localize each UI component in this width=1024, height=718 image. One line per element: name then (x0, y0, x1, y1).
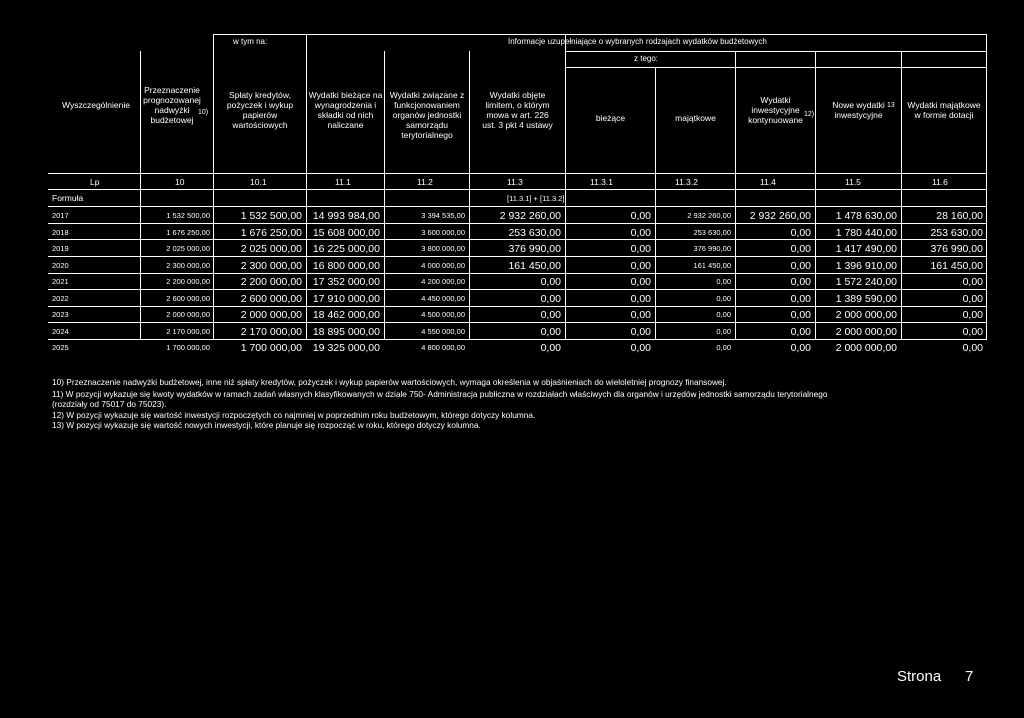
table-cell: 0,00 (630, 243, 651, 255)
lp-label: Lp (90, 177, 100, 187)
lp-cell-11-3-1: 11.3.1 (590, 177, 614, 187)
col-header-11-6: Wydatki majątkowe w formie dotacji (907, 100, 981, 120)
table-cell: 2 000 000,00 (240, 309, 302, 321)
table-cell: 15 608 000,00 (312, 226, 380, 239)
col-header-10: Przeznaczenie prognozowanej nadwyżki budżetowej (143, 85, 201, 125)
table-cell: 4 550 000,00 (421, 326, 465, 336)
table-cell: 1 396 910,00 (835, 259, 897, 272)
table-cell: 19 325 000,00 (312, 342, 380, 354)
lp-cell-11-5: 11.5 (845, 177, 861, 187)
table-cell: 4 200 000,00 (421, 277, 465, 286)
col-header-11-3-2: majątkowe (675, 112, 716, 123)
group-header-right: Informacje uzupełniające o wybranych rodzajach wydatków budżetowych (508, 37, 767, 46)
table-cell: 0,00 (630, 325, 651, 338)
table-cell: 4 000 000,00 (421, 260, 465, 270)
table-cell: 0,00 (790, 276, 811, 288)
col-header-10-footnote: 10) (198, 109, 209, 116)
table-cell: 2 600 000,00 (166, 293, 210, 303)
table-cell: 1 532 500,00 (166, 211, 210, 220)
table-cell: 0,00 (630, 259, 651, 272)
table-cell: 18 895 000,00 (312, 325, 380, 338)
table-cell: 2 170 000,00 (166, 326, 210, 336)
page-number: 7 (965, 668, 974, 685)
table-cell: 0,00 (716, 293, 731, 303)
table-cell: 2 300 000,00 (240, 259, 302, 272)
table-cell: 0,00 (790, 259, 811, 272)
table-cell: 2 932 260,00 (687, 211, 731, 220)
table-cell: 0,00 (630, 309, 651, 321)
row-year: 2022 (52, 293, 69, 303)
col-header-10-1: Spłaty kredytów, pożyczek i wykup papierów wartościowych (226, 90, 294, 130)
lp-cell-10: 10 (175, 177, 185, 187)
table-cell: 253 630,00 (930, 226, 983, 239)
col-header-11-3: Wydatki objęte limitem, o którym mowa w art. 226 ust. 3 pkt 4 ustawy (482, 90, 553, 130)
table-cell: 4 500 000,00 (421, 310, 465, 319)
table-cell: 2 932 260,00 (749, 210, 811, 222)
table-cell: 0,00 (540, 309, 561, 321)
row-year: 2017 (52, 211, 69, 220)
col-header-11-2: Wydatki związane z funkcjonowaniem organów jednostki samorządu terytorialnego (389, 90, 465, 140)
table-cell: 0,00 (630, 292, 651, 305)
table-cell: 2 170 000,00 (240, 325, 302, 338)
col-header-11-5: Nowe wydatki inwestycyjne (832, 100, 885, 120)
col-header-11-3-1: bieżące (595, 112, 626, 123)
col-header-11-1: Wydatki bieżące na wynagrodzenia i składki od nich naliczane (308, 90, 383, 130)
table-cell: 253 630,00 (508, 226, 561, 239)
table-cell: 0,00 (962, 342, 983, 354)
table-cell: 0,00 (790, 325, 811, 338)
table-cell: 0,00 (630, 210, 651, 222)
lp-cell-11-3: 11.3 (507, 177, 523, 187)
table-cell: 1 572 240,00 (835, 276, 897, 288)
table-cell: 1 676 250,00 (240, 226, 302, 239)
table-cell: 2 000 000,00 (835, 342, 897, 354)
table-cell: 161 450,00 (508, 259, 561, 272)
col-header-11-4: Wydatki inwestycyjne kontynuowane (748, 95, 803, 125)
col-header-wyszczegolnienie: Wyszczególnienie (62, 100, 130, 110)
table-cell: 0,00 (790, 342, 811, 354)
footnote-13: 13) W pozycji wykazuje się wartość nowych inwestycji, które planuje się rozpocząć w roku, którego dotyczy kolumna. (52, 420, 481, 430)
table-cell: 1 780 440,00 (835, 226, 897, 239)
row-year: 2021 (52, 277, 69, 286)
table-cell: 3 800 000,00 (421, 244, 465, 253)
lp-cell-11-3-2: 11.3.2 (675, 177, 699, 187)
table-cell: 16 800 000,00 (312, 259, 380, 272)
table-cell: 1 532 500,00 (240, 210, 302, 222)
formula-text: [11.3.1] + [11.3.2] (507, 194, 565, 203)
table-cell: 2 025 000,00 (240, 243, 302, 255)
table-cell: 1 389 590,00 (835, 292, 897, 305)
lp-cell-11-1: 11.1 (335, 177, 351, 187)
table-cell: 0,00 (962, 292, 983, 305)
table-cell: 2 300 000,00 (166, 260, 210, 270)
row-year: 2023 (52, 310, 69, 319)
table-cell: 28 160,00 (936, 210, 983, 222)
footnote-11: 11) W pozycji wykazuje się kwoty wydatków w ramach zadań własnych klasyfikowanych w dziale 750- Administracja publiczna w rozdziałach właściwych dla organów i urzędów jednostki samorządu terytorialnego (52, 389, 828, 399)
table-cell: 2 200 000,00 (240, 276, 302, 288)
table-cell: 0,00 (790, 243, 811, 255)
table-cell: 0,00 (540, 325, 561, 338)
lp-cell-10-1: 10.1 (250, 177, 267, 187)
table-cell: 16 225 000,00 (312, 243, 380, 255)
table-cell: 0,00 (716, 310, 731, 319)
table-cell: 2 600 000,00 (240, 292, 302, 305)
table-cell: 4 450 000,00 (421, 293, 465, 303)
table-cell: 18 462 000,00 (312, 309, 380, 321)
table-cell: 161 450,00 (930, 259, 983, 272)
row-year: 2024 (52, 326, 69, 336)
footnote-12: 12) W pozycji wykazuje się wartość inwestycji rozpoczętych co najmniej w poprzednim roku budżetowym, którego dotyczy kolumna. (52, 410, 536, 420)
table-cell: 1 676 250,00 (166, 227, 210, 237)
row-year: 2019 (52, 244, 69, 253)
table-cell: 3 600 000,00 (421, 227, 465, 237)
table-cell: 376 990,00 (508, 243, 561, 255)
row-year: 2020 (52, 260, 69, 270)
table-cell: 253 630,00 (693, 227, 731, 237)
lp-cell-11-4: 11.4 (760, 177, 776, 187)
table-cell: 161 450,00 (693, 260, 731, 270)
table-cell: 0,00 (716, 326, 731, 336)
col-header-11-4-footnote: 12) (804, 111, 815, 118)
table-cell: 0,00 (790, 226, 811, 239)
table-cell: 0,00 (540, 292, 561, 305)
table-cell: 17 352 000,00 (312, 276, 380, 288)
table-cell: 0,00 (630, 276, 651, 288)
table-cell: 2 932 260,00 (499, 210, 561, 222)
table-cell: 0,00 (630, 226, 651, 239)
table-cell: 0,00 (790, 292, 811, 305)
table-cell: 1 478 630,00 (835, 210, 897, 222)
page-footer-label: Strona (897, 668, 942, 685)
col-header-11-5-footnote: 13 (887, 102, 895, 109)
footnote-11-cont: (rozdziały od 75017 do 75023). (52, 399, 167, 409)
lp-cell-11-2: 11.2 (417, 177, 433, 187)
row-year: 2025 (52, 343, 69, 352)
table-cell: 0,00 (962, 309, 983, 321)
lp-cell-11-6: 11.6 (932, 177, 948, 187)
table-cell: 1 700 000,00 (240, 342, 302, 354)
table-cell: 0,00 (790, 309, 811, 321)
table-cell: 3 394 535,00 (421, 211, 465, 220)
group-header-left: w tym na: (233, 37, 268, 46)
table-cell: 1 700 000,00 (166, 343, 210, 352)
table-cell: 2 025 000,00 (166, 244, 210, 253)
table-cell: 0,00 (716, 343, 731, 352)
table-cell: 2 200 000,00 (166, 277, 210, 286)
subgroup-header: z tego: (634, 54, 659, 63)
row-year: 2018 (52, 227, 69, 237)
table-cell: 1 417 490,00 (835, 243, 897, 255)
footnote-10: 10) Przeznaczenie nadwyżki budżetowej, inne niż spłaty kredytów, pożyczek i wykup papierów wartościowych, wymaga określenia w objaśnieniach do wieloletniej prognozy finansowej. (52, 377, 727, 387)
table-cell: 0,00 (716, 277, 731, 286)
table-cell: 376 990,00 (930, 243, 983, 255)
table-cell: 2 000 000,00 (835, 325, 897, 338)
table-cell: 2 000 000,00 (835, 309, 897, 321)
table-cell: 17 910 000,00 (312, 292, 380, 305)
table-cell: 0,00 (962, 325, 983, 338)
table-cell: 0,00 (540, 342, 561, 354)
table-cell: 0,00 (962, 276, 983, 288)
formula-label: Formuła (52, 193, 84, 203)
table-cell: 4 800 000,00 (421, 343, 465, 352)
table-cell: 2 000 000,00 (166, 310, 210, 319)
table-cell: 0,00 (540, 276, 561, 288)
table-cell: 376 990,00 (693, 244, 731, 253)
table-cell: 0,00 (630, 342, 651, 354)
table-cell: 14 993 984,00 (312, 210, 380, 222)
